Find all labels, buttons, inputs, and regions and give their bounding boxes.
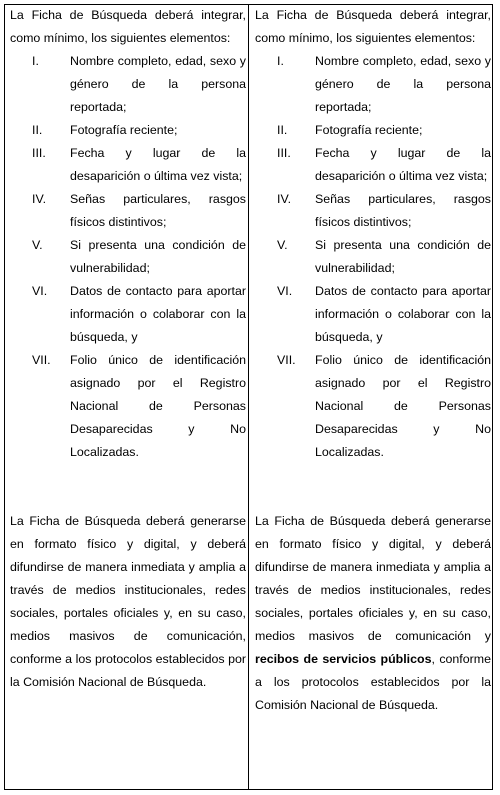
- left-column: [10, 4, 246, 790]
- list-item: [10, 50, 246, 119]
- list-item: [255, 142, 491, 188]
- item-text: Folio único de identificación asignado por el Registro Nacional de Personas Desaparecidas y No Localizadas.: [70, 353, 246, 459]
- item-number: IV.: [277, 192, 292, 206]
- item-text: Folio único de identificación asignado por el Registro Nacional de Personas Desaparecidas y No Localizadas.: [315, 353, 491, 459]
- list-item: [255, 349, 491, 464]
- list-item: [10, 188, 246, 234]
- item-text: Señas particulares, rasgos físicos distintivos;: [315, 192, 491, 229]
- item-number: V.: [277, 238, 288, 252]
- list-item: [255, 188, 491, 234]
- item-number: VII.: [32, 353, 51, 367]
- item-text: Datos de contacto para aportar información o colaborar con la búsqueda, y: [70, 284, 246, 344]
- item-text: Fotografía reciente;: [315, 123, 423, 137]
- item-number: VI.: [32, 284, 48, 298]
- item-number: VII.: [277, 353, 296, 367]
- left-item-list: [10, 50, 246, 464]
- left-intro-paragraph: La Ficha de Búsqueda deberá integrar, como mínimo, los siguientes elementos:: [10, 8, 246, 45]
- item-number: III.: [32, 146, 46, 160]
- right-closing-paragraph: [255, 510, 491, 717]
- item-number: II.: [32, 123, 43, 137]
- item-number: I.: [32, 54, 39, 68]
- list-item: [10, 234, 246, 280]
- item-text: Nombre completo, edad, sexo y género de la persona reportada;: [315, 54, 491, 114]
- list-item: [255, 50, 491, 119]
- item-text: Fecha y lugar de la desaparición o última vez vista;: [70, 146, 246, 183]
- item-number: I.: [277, 54, 284, 68]
- item-text: Si presenta una condición de vulnerabilidad;: [70, 238, 246, 275]
- right-item-list: [255, 50, 491, 464]
- item-number: V.: [32, 238, 43, 252]
- list-item: [255, 280, 491, 349]
- left-closing-paragraph: La Ficha de Búsqueda deberá generarse en formato físico y digital, y deberá difundirse de manera inmediata y amplia a través de medios institucionales, redes sociales, portales oficiales y, en su caso, medios masivos de comunicación, conforme a los protocolos establecidos por la Comisión Nacional de Búsqueda.: [10, 514, 246, 689]
- closing-text-before: La Ficha de Búsqueda deberá generarse en formato físico y digital, y deberá difundirse de manera inmediata y amplia a través de medios institucionales, redes sociales, portales oficiales y, en su caso, medios masivos de comunicación y: [255, 514, 491, 643]
- item-number: IV.: [32, 192, 47, 206]
- closing-text-after: , conforme a los protocolos establecidos por la Comisión Nacional de Búsqueda.: [255, 652, 491, 712]
- list-item: [10, 280, 246, 349]
- list-item: [10, 349, 246, 464]
- item-text: Fotografía reciente;: [70, 123, 178, 137]
- item-number: II.: [277, 123, 288, 137]
- list-item: [255, 234, 491, 280]
- list-item: [10, 142, 246, 188]
- item-number: VI.: [277, 284, 293, 298]
- item-text: Nombre completo, edad, sexo y género de la persona reportada;: [70, 54, 246, 114]
- closing-bold-text: recibos de servicios públicos: [255, 652, 432, 666]
- item-text: Fecha y lugar de la desaparición o última vez vista;: [315, 146, 491, 183]
- item-number: III.: [277, 146, 291, 160]
- item-text: Datos de contacto para aportar información o colaborar con la búsqueda, y: [315, 284, 491, 344]
- column-divider: [248, 4, 249, 790]
- right-intro-paragraph: La Ficha de Búsqueda deberá integrar, como mínimo, los siguientes elementos:: [255, 8, 491, 45]
- item-text: Señas particulares, rasgos físicos distintivos;: [70, 192, 246, 229]
- list-item: [255, 119, 491, 142]
- right-column: [255, 4, 491, 790]
- list-item: [10, 119, 246, 142]
- item-text: Si presenta una condición de vulnerabilidad;: [315, 238, 491, 275]
